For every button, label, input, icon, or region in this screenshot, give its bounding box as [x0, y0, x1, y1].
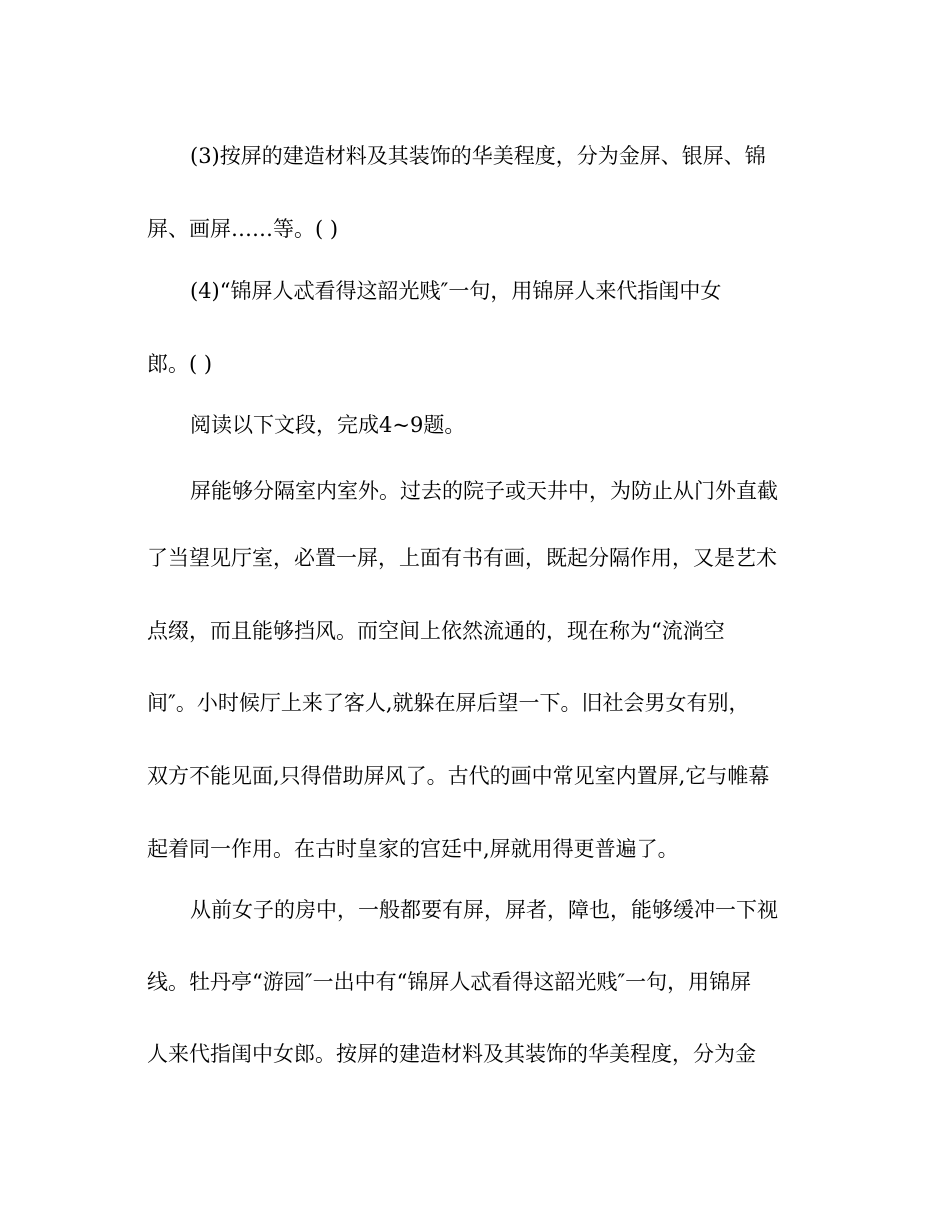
passage-paragraph-1-line-2: 了当望见厅室，必置一屏，上面有书有画，既起分隔作用，又是艺术 — [147, 546, 777, 570]
reading-instruction: 阅读以下文段，完成4~9题。 — [190, 413, 466, 437]
question-3-text: (3)按屏的建造材料及其装饰的华美程度，分为金屏、银屏、锦 — [190, 144, 766, 168]
passage-paragraph-2-line-1: 从前女子的房中，一般都要有屏，屏者，障也，能够缓冲一下视 — [190, 898, 778, 922]
question-3-continuation: 屏、画屏……等。( ) — [147, 217, 339, 241]
passage-paragraph-2-line-3: 人来代指闺中女郎。按屏的建造材料及其装饰的华美程度，分为金 — [147, 1042, 756, 1066]
question-4-text: (4)“锦屏人忒看得这韶光贱″一句，用锦屏人来代指闺中女 — [190, 279, 722, 303]
passage-paragraph-1-line-6: 起着同一作用。在古时皇家的宫廷中,屏就用得更普遍了。 — [147, 837, 679, 861]
passage-paragraph-1-line-1: 屏能够分隔室内室外。过去的院子或天井中，为防止从门外直截 — [190, 479, 778, 503]
passage-paragraph-1-line-3: 点缀，而且能够挡风。而空间上依然流通的，现在称为“流淌空 — [147, 619, 725, 643]
passage-paragraph-1-line-5: 双方不能见面,只得借助屏风了。古代的画中常见室内置屏,它与帷幕 — [147, 764, 770, 788]
question-4-continuation: 郎。( ) — [147, 352, 213, 376]
passage-paragraph-2-line-2: 线。牡丹亭“游园″一出中有“锦屏人忒看得这韶光贱″一句，用锦屏 — [147, 970, 752, 994]
passage-paragraph-1-line-4: 间″。小时候厅上来了客人,就躲在屏后望一下。旧社会男女有别， — [147, 691, 750, 715]
